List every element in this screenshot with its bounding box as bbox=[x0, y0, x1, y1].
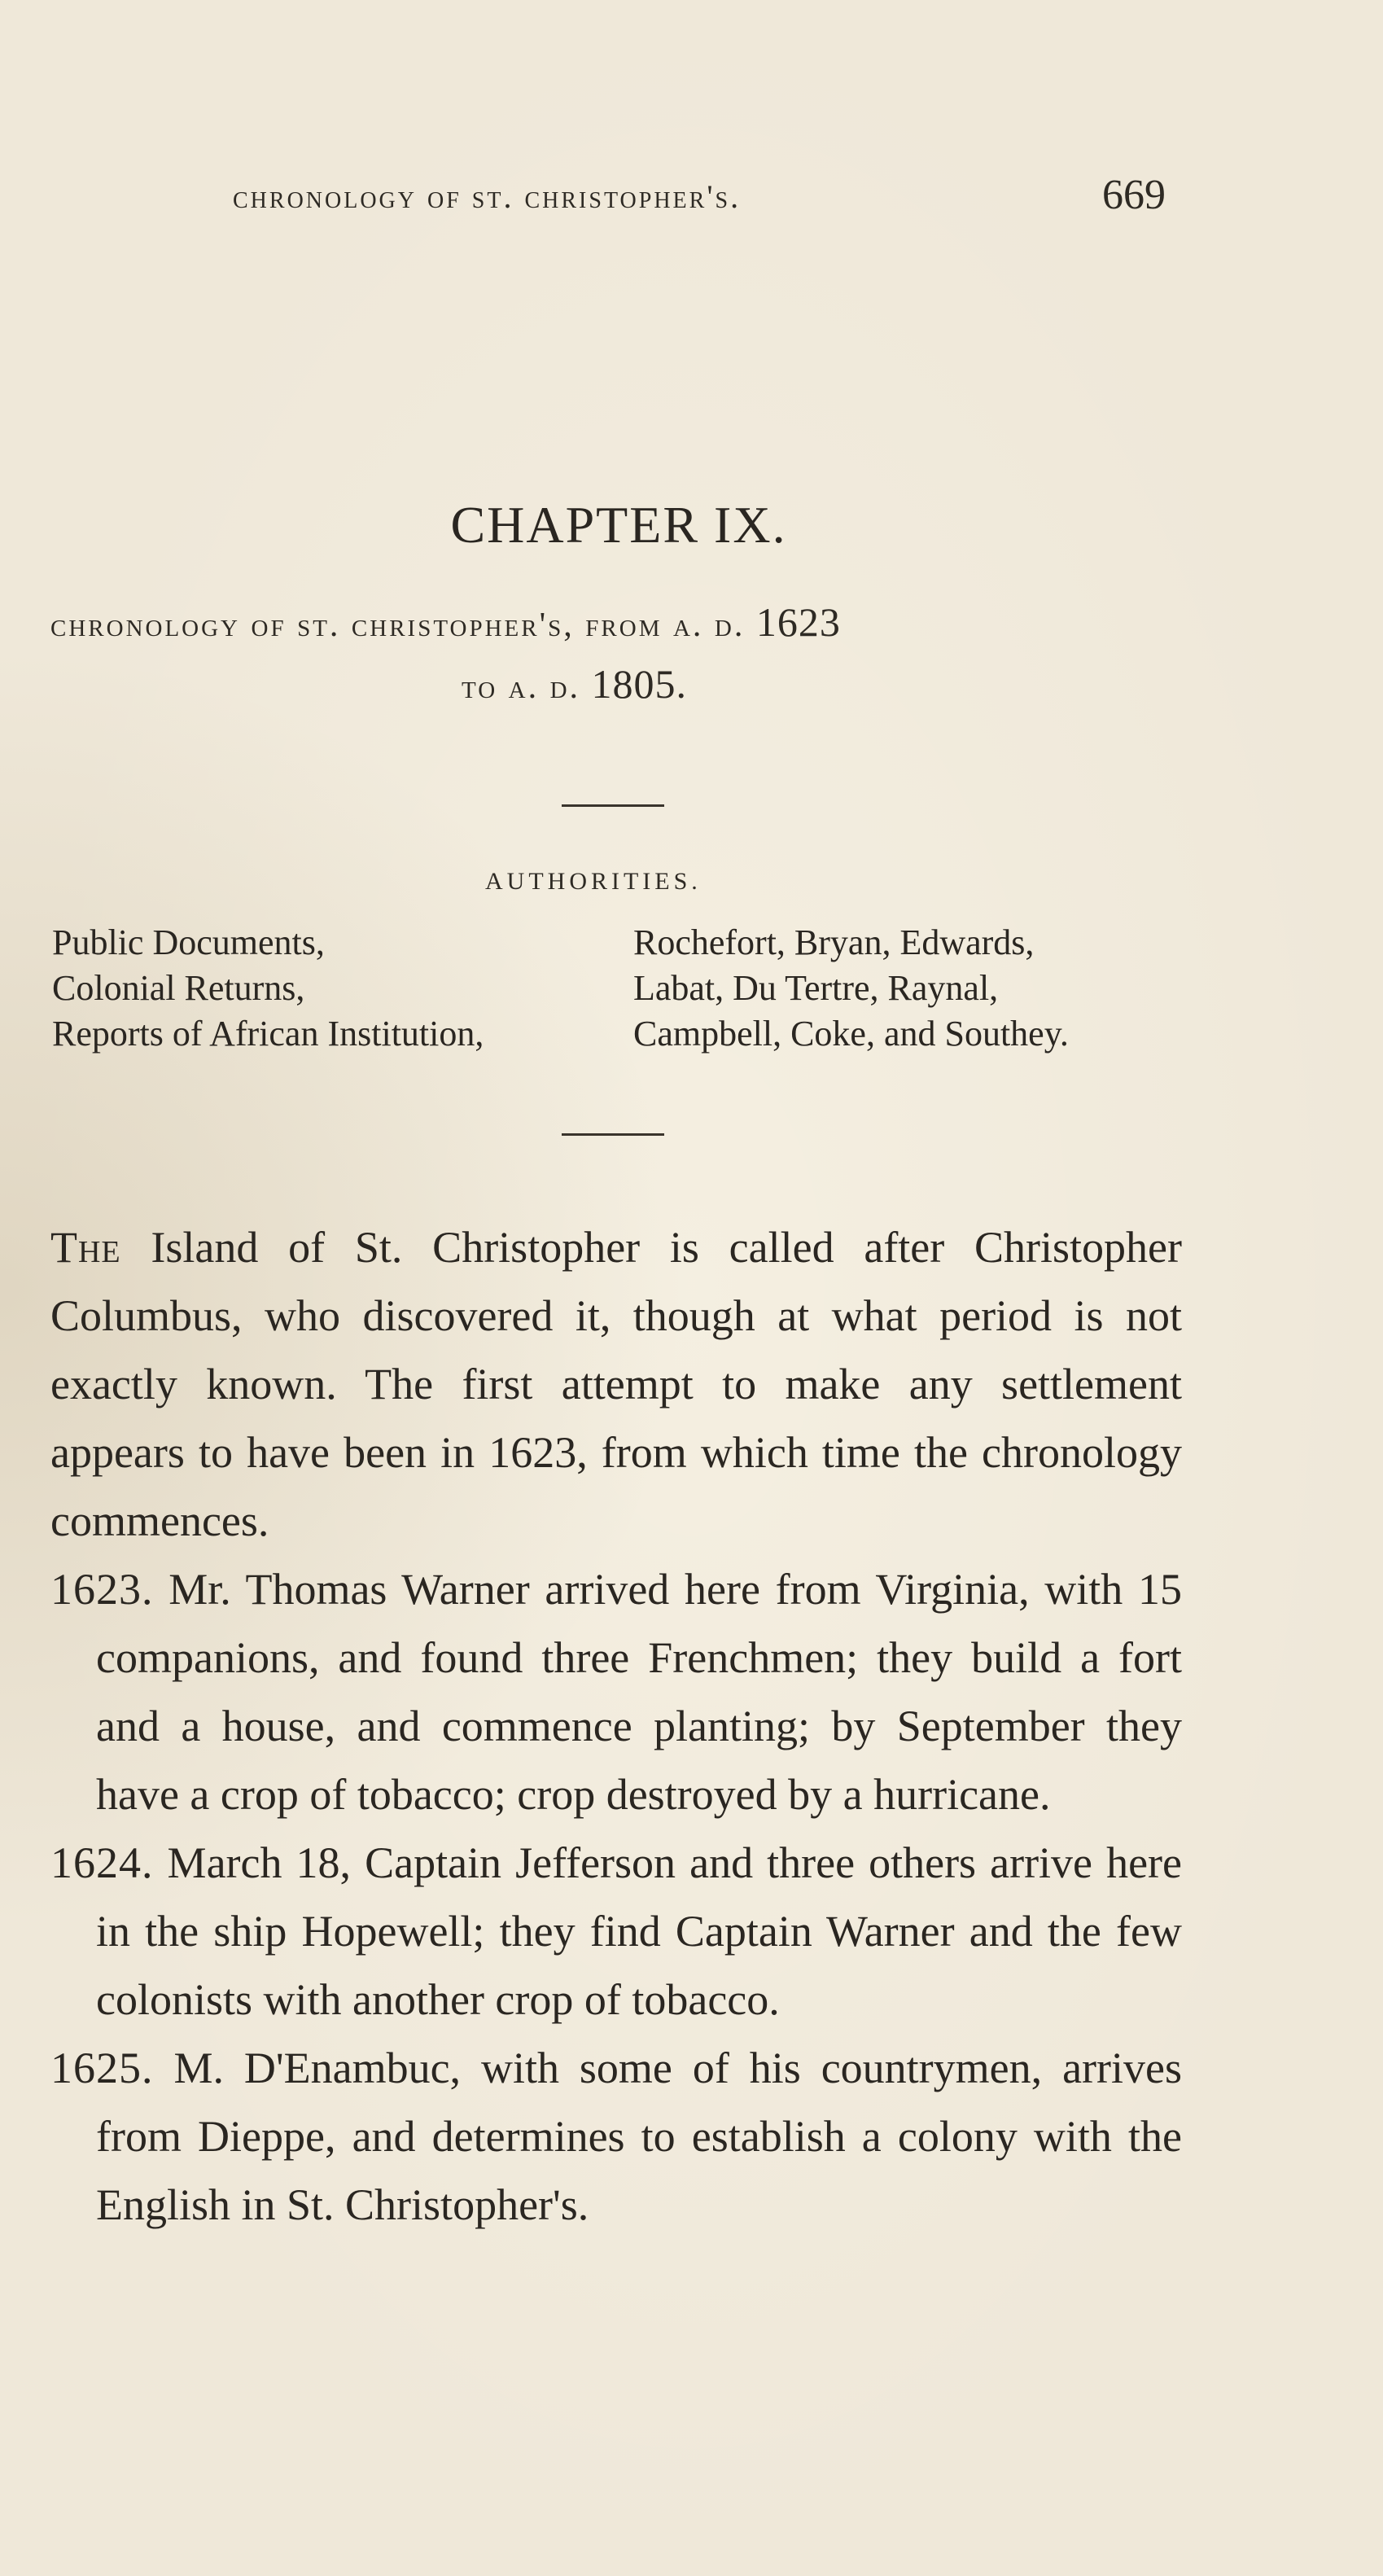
chapter-title: CHAPTER IX. bbox=[450, 496, 787, 554]
chapter-subtitle-line-1-text: chronology of st. christopher's, from a. d. bbox=[50, 607, 746, 644]
entry-text: March 18, Captain Jefferson and three others arrive here in the ship Hopewell; they find Captain Warner and the few colonists with another crop of tobacco. bbox=[96, 1838, 1182, 2024]
authority-item: Public Documents, bbox=[52, 922, 325, 962]
authority-item: Colonial Returns, bbox=[52, 968, 305, 1008]
chronology-entry bbox=[50, 2034, 1182, 2239]
authorities-heading: AUTHORITIES. bbox=[485, 868, 702, 895]
chronology-body bbox=[50, 1213, 1182, 2239]
authorities-right-column bbox=[633, 920, 1069, 1057]
authority-item: Reports of African Institution, bbox=[52, 1014, 484, 1054]
entry-year: 1624. bbox=[50, 1838, 154, 1887]
chapter-subtitle-line-2-text: to a. d. bbox=[462, 668, 581, 706]
authorities-left-column bbox=[52, 920, 484, 1057]
divider-rule-bottom bbox=[562, 1133, 664, 1136]
chronology-entry bbox=[50, 1829, 1182, 2034]
page-number: 669 bbox=[1102, 172, 1166, 218]
intro-text: Island of St. Christopher is called after Christopher Columbus, who discovered it, though at what period is not exactly known. The first attempt to make any settlement appears to have been in 1623, from which time the chronology commences. bbox=[50, 1223, 1182, 1545]
intro-paragraph bbox=[50, 1213, 1182, 1555]
entry-text: Mr. Thomas Warner arrived here from Virginia, with 15 companions, and found three Frenchmen; they build a fort and a house, and commence planting; by September they have a crop of tobacco; crop destroyed by a hurricane. bbox=[96, 1565, 1182, 1819]
chapter-subtitle-start-year: 1623 bbox=[755, 599, 841, 645]
chapter-subtitle bbox=[50, 598, 1190, 708]
chronology-entry bbox=[50, 1555, 1182, 1829]
authority-item: Rochefort, Bryan, Edwards, bbox=[633, 922, 1035, 962]
entry-year: 1625. bbox=[50, 2044, 154, 2092]
chapter-subtitle-line-2 bbox=[50, 660, 1190, 708]
running-title: chronology of st. christopher's. bbox=[233, 178, 742, 215]
divider-rule-top bbox=[562, 804, 664, 807]
entry-text: M. D'Enambuc, with some of his countrymen, arrives from Dieppe, and determines to establish a colony with the English in St. Christopher's. bbox=[96, 2044, 1182, 2229]
chapter-subtitle-end-year: 1805. bbox=[591, 661, 688, 707]
entry-year: 1623. bbox=[50, 1565, 154, 1614]
chapter-subtitle-line-1 bbox=[50, 598, 1190, 646]
authority-item: Campbell, Coke, and Southey. bbox=[633, 1014, 1069, 1054]
authority-item: Labat, Du Tertre, Raynal, bbox=[633, 968, 999, 1008]
intro-lead-word: The bbox=[50, 1223, 121, 1272]
